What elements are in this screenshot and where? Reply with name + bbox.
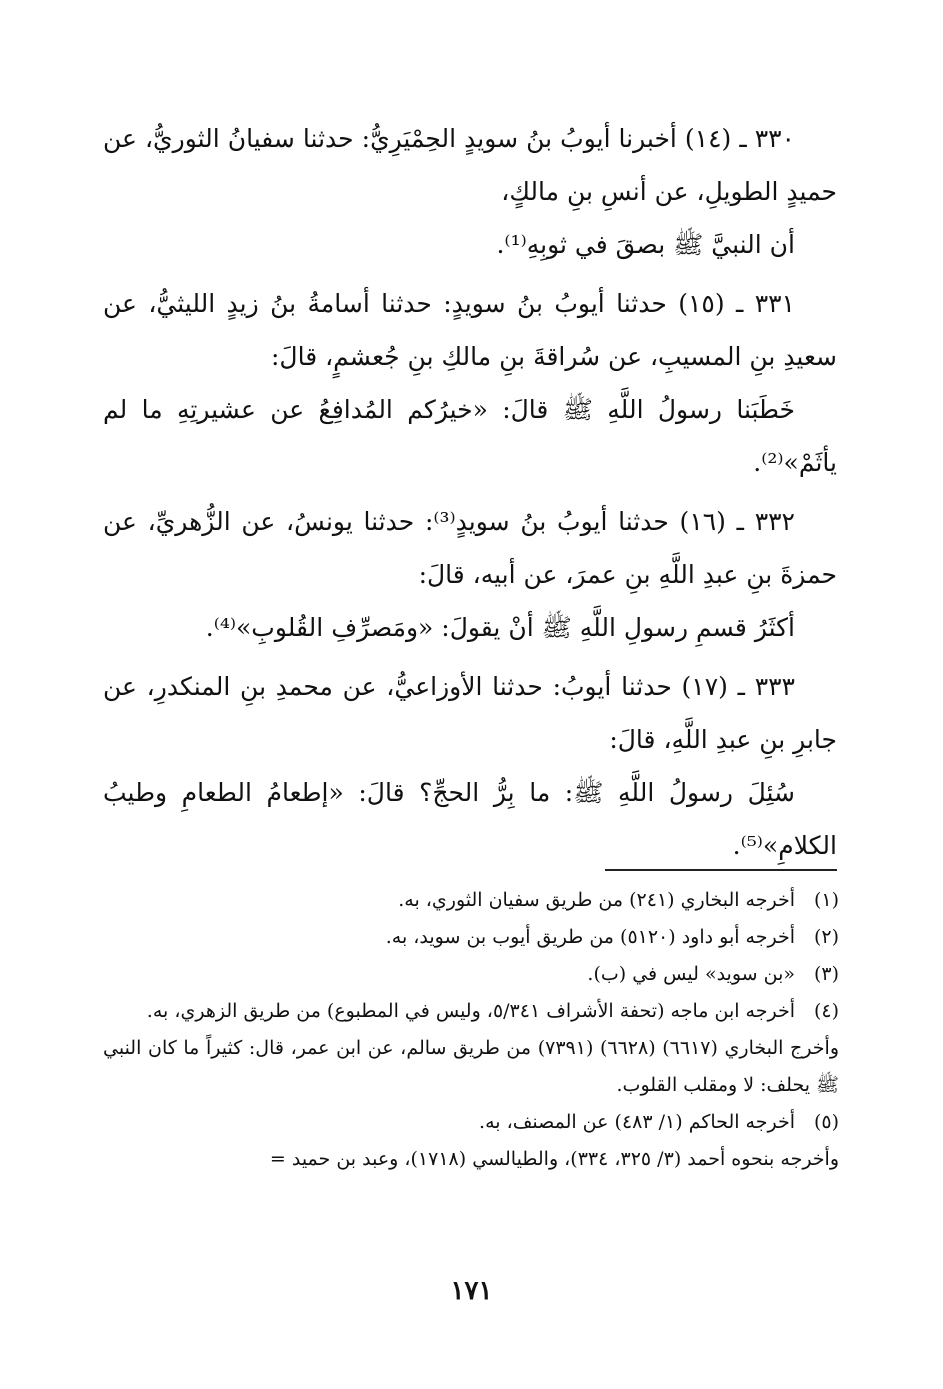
footnote-3 — [103, 956, 839, 993]
hadith-333-text: سُئِلَ رسولُ اللَّهِ ﷺ: ما بِرُّ الحجِّ؟ قالَ: «إطعامُ الطعامِ وطيبُ الكلامِ»⁽⁵⁾. — [103, 778, 837, 860]
footnote-text: أخرجه ابن ماجه (تحفة الأشراف ٥/٣٤١، وليس في المطبوع) من طريق الزهري، به. — [146, 1000, 795, 1022]
page-number: ١٧١ — [450, 1276, 493, 1306]
hadith-331-chain: ٣٣١ ـ (١٥) حدثنا أيوبُ بنُ سويدٍ: حدثنا أسامةُ بنُ زيدٍ الليثيُّ، عن سعيدِ بنِ المسيبِ، عن سُراقةَ بنِ مالكِ بنِ جُعشمٍ، قالَ: — [103, 289, 837, 371]
footnote-number: (٢) — [813, 926, 839, 948]
footnote-number: (٤) — [813, 1000, 839, 1022]
hadith-332-text: أكثَرُ قسمِ رسولِ اللَّهِ ﷺ أنْ يقولَ: «ومَصرِّفِ القُلوبِ»⁽⁴⁾. — [205, 613, 795, 642]
footnote-text: أخرجه الحاكم (١/ ٤٨٣) عن المصنف، به. — [479, 1111, 795, 1133]
footnote-text: أخرجه البخاري (٢٤١) من طريق سفيان الثوري، به. — [398, 889, 795, 911]
footnote-4-continuation: وأخرج البخاري (٦٦١٧) (٦٦٢٨) (٧٣٩١) من طريق سالم، عن ابن عمر، قال: كثيراً ما كان النبي ﷺ يحلف: لا ومقلب القلوب. — [103, 1037, 839, 1096]
hadith-330-chain: ٣٣٠ ـ (١٤) أخبرنا أيوبُ بنُ سويدٍ الحِمْيَرِيُّ: حدثنا سفيانُ الثوريُّ، عن حميدٍ الطويلِ، عن أنسِ بنِ مالكٍ، — [103, 124, 837, 206]
hadith-331-text: خَطَبَنا رسولُ اللَّهِ ﷺ قالَ: «خيرُكم المُدافِعُ عن عشيرتِهِ ما لم يأثَمْ»⁽²⁾. — [103, 395, 837, 477]
hadith-330-text: أن النبيَّ ﷺ بصقَ في ثوبِهِ⁽¹⁾. — [496, 230, 795, 259]
footnote-number: (٣) — [813, 963, 839, 985]
footnote-5-continuation: وأخرجه بنحوه أحمد (٣/ ٣٢٥، ٣٣٤)، والطيالسي (١٧١٨)، وعبد بن حميد = — [269, 1148, 839, 1170]
footnote-number: (٥) — [813, 1111, 839, 1133]
footnote-text: «بن سويد» ليس في (ب). — [587, 963, 795, 985]
hadith-332-chain: ٣٣٢ ـ (١٦) حدثنا أيوبُ بنُ سويدٍ⁽³⁾: حدثنا يونسُ، عن الزُّهريِّ، عن حمزةَ بنِ عبدِ اللَّهِ بنِ عمرَ، عن أبيه، قالَ: — [103, 507, 837, 589]
footnote-1 — [103, 882, 839, 919]
footnote-number: (١) — [813, 889, 839, 911]
footnote-text: أخرجه أبو داود (٥١٢٠) من طريق أيوب بن سويد، به. — [385, 926, 795, 948]
hadith-333-chain: ٣٣٣ ـ (١٧) حدثنا أيوبُ: حدثنا الأوزاعيُّ، عن محمدِ بنِ المنكدرِ، عن جابرِ بنِ عبدِ اللَّهِ، قالَ: — [103, 672, 837, 754]
footnote-4 — [103, 993, 839, 1030]
footnotes — [103, 882, 839, 1178]
footnote-5 — [103, 1104, 839, 1141]
footnote-divider — [605, 869, 837, 871]
footnote-2 — [103, 919, 839, 956]
main-text — [103, 112, 837, 872]
